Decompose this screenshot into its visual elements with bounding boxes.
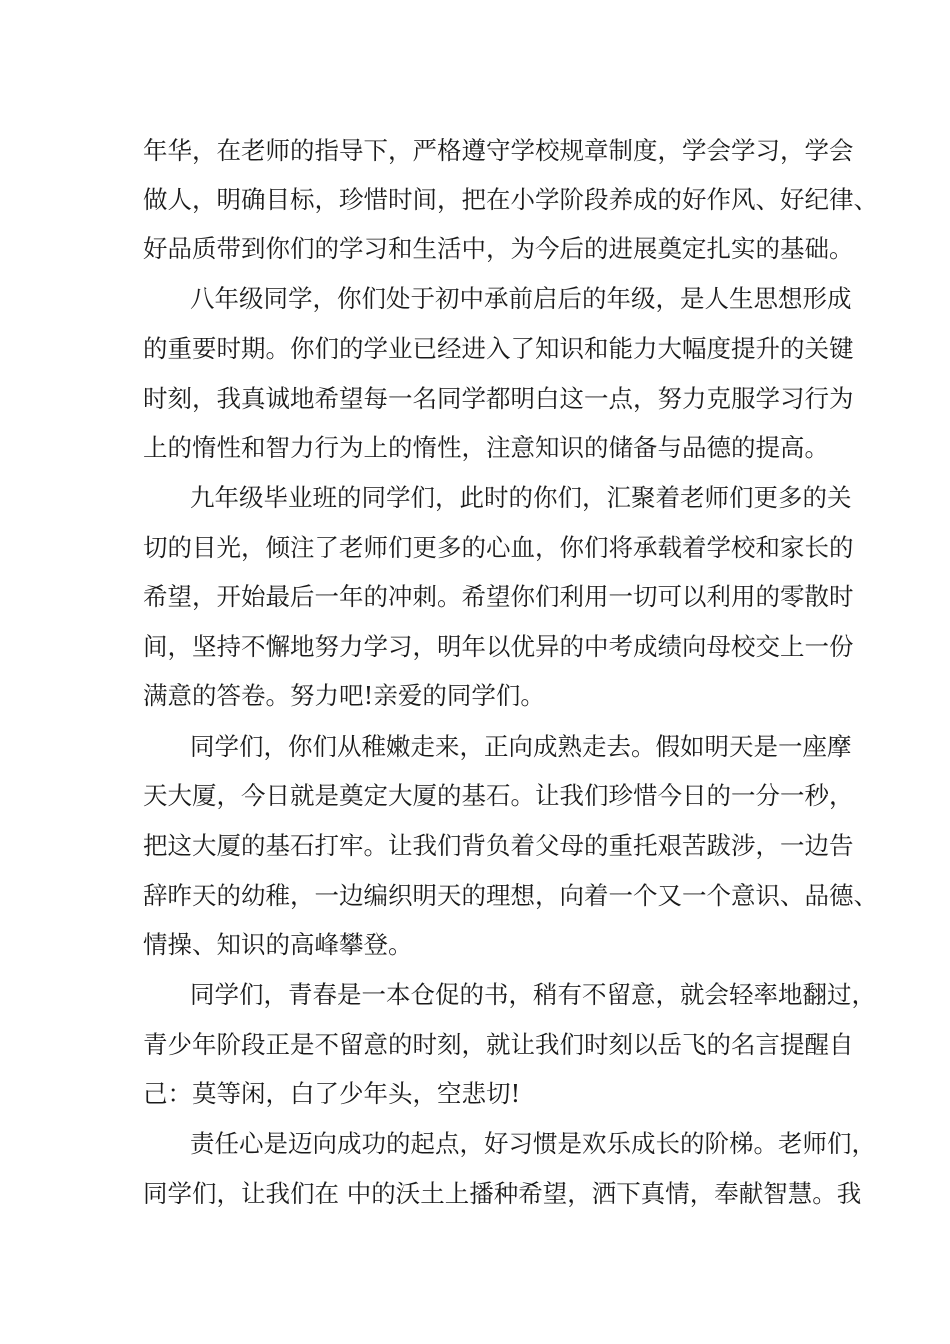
- text-line: 己：莫等闲，白了少年头，空悲切!: [143, 1079, 521, 1108]
- text-line: 好品质带到你们的学习和生活中，为今后的进展奠定扎实的基础。: [143, 234, 854, 263]
- paragraph-first-line: 同学们，你们从稚嫩走来，正向成熟走去。假如明天是一座摩: [190, 732, 852, 761]
- text-line: 的重要时期。你们的学业已经进入了知识和能力大幅度提升的关键: [143, 334, 854, 363]
- text-line: 青少年阶段正是不留意的时刻，就让我们时刻以岳飞的名言提醒自: [143, 1030, 854, 1059]
- text-line: 同学们，让我们在 中的沃土上播种希望，洒下真情，奉献智慧。我: [143, 1179, 862, 1208]
- text-line: 把这大厦的基石打牢。让我们背负着父母的重托艰苦跋涉，一边告: [143, 831, 854, 860]
- text-line: 做人，明确目标，珍惜时间，把在小学阶段养成的好作风、好纪律、: [143, 185, 878, 214]
- text-line: 满意的答卷。努力吧!亲爱的同学们。: [143, 681, 545, 710]
- paragraph-first-line: 八年级同学，你们处于初中承前启后的年级，是人生思想形成: [190, 284, 852, 313]
- text-line: 年华，在老师的指导下，严格遵守学校规章制度，学会学习，学会: [143, 136, 854, 165]
- text-line: 时刻，我真诚地希望每一名同学都明白这一点，努力克服学习行为: [143, 384, 854, 413]
- text-line: 间，坚持不懈地努力学习，明年以优异的中考成绩向母校交上一份: [143, 632, 854, 661]
- text-line: 情操、知识的高峰攀登。: [143, 930, 413, 959]
- paragraph-first-line: 责任心是迈向成功的起点，好习惯是欢乐成长的阶梯。老师们，: [190, 1129, 876, 1158]
- paragraph-first-line: 同学们，青春是一本仓促的书，稍有不留意，就会轻率地翻过，: [190, 980, 876, 1009]
- text-line: 上的惰性和智力行为上的惰性，注意知识的储备与品德的提高。: [143, 433, 829, 462]
- text-line: 天大厦，今日就是奠定大厦的基石。让我们珍惜今日的一分一秒，: [143, 781, 854, 810]
- text-line: 希望，开始最后一年的冲刺。希望你们利用一切可以利用的零散时: [143, 582, 854, 611]
- paragraph-first-line: 九年级毕业班的同学们，此时的你们，汇聚着老师们更多的关: [190, 483, 852, 512]
- text-line: 切的目光，倾注了老师们更多的心血，你们将承载着学校和家长的: [143, 533, 854, 562]
- text-line: 辞昨天的幼稚，一边编织明天的理想，向着一个又一个意识、品德、: [143, 881, 878, 910]
